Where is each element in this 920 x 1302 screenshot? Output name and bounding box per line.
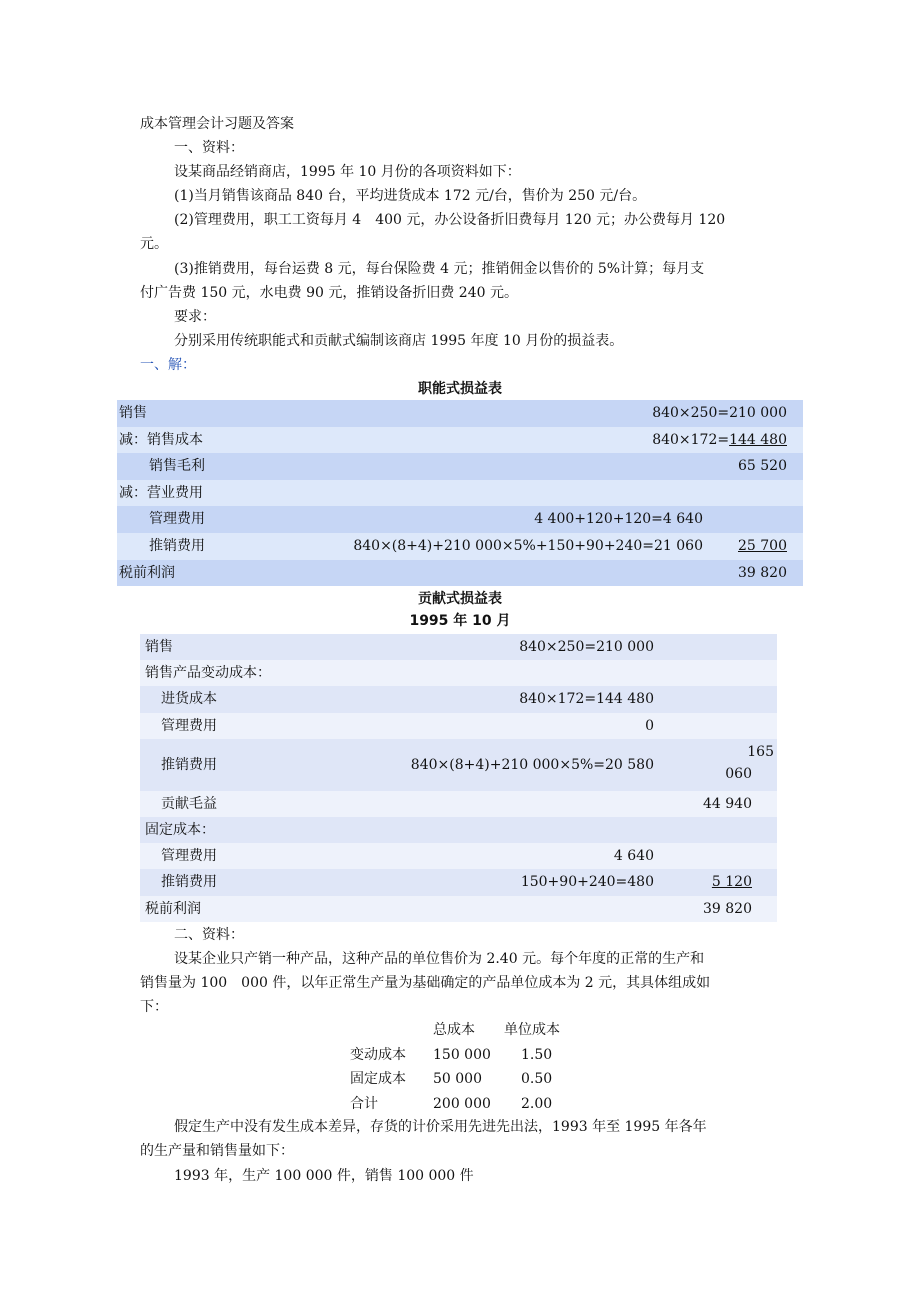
row-value: 25 700 bbox=[738, 537, 787, 554]
column-header: 总成本 bbox=[433, 1022, 475, 1038]
table-row bbox=[117, 506, 803, 533]
paragraph: 下： bbox=[140, 999, 168, 1015]
table-row bbox=[117, 400, 803, 427]
section1-heading: 一、资料： bbox=[174, 140, 244, 156]
row-label: 进货成本 bbox=[161, 691, 217, 708]
row-label: 管理费用 bbox=[149, 511, 205, 528]
value-underlined: 144 480 bbox=[729, 431, 787, 448]
row-formula: 840×172=144 480 bbox=[519, 691, 654, 708]
row-label: 销售产品变动成本： bbox=[145, 665, 271, 682]
column-header: 单位成本 bbox=[504, 1022, 560, 1038]
document-title: 成本管理会计习题及答案 bbox=[140, 116, 294, 132]
cell: 50 000 bbox=[433, 1071, 482, 1087]
row-label: 变动成本 bbox=[350, 1046, 406, 1063]
table-row bbox=[140, 817, 777, 843]
row-label: 税前利润 bbox=[145, 900, 201, 917]
row-label: 推销费用 bbox=[161, 756, 217, 773]
row-label: 管理费用 bbox=[161, 848, 217, 865]
section2-heading: 二、资料： bbox=[174, 927, 244, 943]
paragraph: (1)当月销售该商品 840 台，平均进货成本 172 元/台，售价为 250 元/台。 bbox=[174, 188, 647, 204]
row-label: 销售 bbox=[119, 405, 147, 421]
table-row bbox=[117, 453, 803, 480]
row-value: 65 520 bbox=[738, 458, 787, 475]
row-label: 固定成本 bbox=[350, 1071, 406, 1087]
row-label: 税前利润 bbox=[119, 564, 175, 581]
cell: 2.00 bbox=[521, 1095, 553, 1112]
row-label: 固定成本： bbox=[145, 821, 215, 838]
table-row bbox=[140, 713, 777, 739]
paragraph: (3)推销费用，每台运费 8 元，每台保险费 4 元；推销佣金以售价的 5%计算；每月支 bbox=[174, 261, 705, 277]
row-value bbox=[652, 427, 787, 453]
row-label: 管理费用 bbox=[161, 717, 217, 734]
row-formula: 840×250=210 000 bbox=[519, 639, 654, 655]
row-value: 5 120 bbox=[711, 874, 752, 891]
row-label: 贡献毛益 bbox=[161, 795, 217, 812]
table-row bbox=[117, 480, 803, 507]
table-row bbox=[140, 686, 777, 712]
requirement-heading: 要求： bbox=[174, 309, 216, 325]
table-row bbox=[140, 739, 777, 791]
table1-title: 职能式损益表 bbox=[418, 381, 502, 397]
table2-title: 贡献式损益表 bbox=[418, 591, 502, 607]
value-line: 060 bbox=[725, 765, 752, 782]
paragraph: 元。 bbox=[140, 236, 168, 252]
row-label: 销售 bbox=[145, 639, 173, 655]
table-row bbox=[350, 1043, 600, 1068]
paragraph: 的生产量和销售量如下： bbox=[140, 1143, 294, 1159]
row-value: 840×250=210 000 bbox=[652, 405, 787, 421]
row-formula: 150+90+240=480 bbox=[520, 874, 654, 891]
row-label: 销售毛利 bbox=[149, 458, 205, 475]
cell: 200 000 bbox=[433, 1095, 491, 1112]
row-value: 39 820 bbox=[703, 900, 752, 917]
table-row bbox=[117, 560, 803, 587]
cell: 1.50 bbox=[521, 1046, 553, 1063]
row-formula: 840×(8+4)+210 000×5%=20 580 bbox=[410, 756, 654, 773]
table-row bbox=[117, 427, 803, 454]
row-formula: 4 400+120+120=4 640 bbox=[534, 511, 703, 528]
row-value bbox=[725, 741, 774, 785]
paragraph: 付广告费 150 元，水电费 90 元，推销设备折旧费 240 元。 bbox=[140, 285, 518, 301]
functional-income-statement bbox=[117, 400, 803, 586]
paragraph: 假定生产中没有发生成本差异，存货的计价采用先进先出法，1993 年至 1995 年各年 bbox=[174, 1119, 707, 1135]
table2-subtitle: 1995 年 10 月 bbox=[409, 613, 511, 629]
paragraph: 设某商品经销商店，1995 年 10 月份的各项资料如下： bbox=[174, 164, 521, 180]
paragraph: 销售量为 100 000 件，以年正常生产量为基础确定的产品单位成本为 2 元，其具体组成如 bbox=[140, 975, 711, 991]
value-line: 165 bbox=[747, 743, 774, 760]
table-row bbox=[350, 1092, 600, 1117]
row-label: 推销费用 bbox=[161, 874, 217, 891]
row-formula: 0 bbox=[645, 717, 654, 734]
paragraph: (2)管理费用，职工工资每月 4 400 元，办公设备折旧费每月 120 元；办公费每月 120 bbox=[174, 212, 726, 228]
row-label: 减：营业费用 bbox=[119, 484, 203, 501]
answer-heading: 一、解： bbox=[140, 357, 196, 373]
table-row bbox=[140, 660, 777, 686]
row-value: 44 940 bbox=[703, 795, 752, 812]
paragraph: 分别采用传统职能式和贡献式编制该商店 1995 年度 10 月份的损益表。 bbox=[174, 333, 624, 349]
cell: 0.50 bbox=[521, 1071, 553, 1087]
table-row bbox=[140, 634, 777, 660]
row-label: 推销费用 bbox=[149, 537, 205, 554]
table-row bbox=[140, 843, 777, 869]
value-formula: 840×172= bbox=[652, 431, 730, 448]
cell: 150 000 bbox=[433, 1046, 491, 1063]
contribution-income-statement bbox=[140, 634, 777, 922]
unit-cost-table bbox=[350, 1018, 600, 1116]
table-row bbox=[140, 896, 777, 922]
table-row bbox=[140, 791, 777, 817]
paragraph: 设某企业只产销一种产品，这种产品的单位售价为 2.40 元。每个年度的正常的生产和 bbox=[174, 951, 705, 967]
row-formula: 4 640 bbox=[613, 848, 654, 865]
table-header-row bbox=[350, 1018, 600, 1043]
table-row bbox=[350, 1067, 600, 1092]
row-label: 合计 bbox=[350, 1095, 378, 1112]
table-row bbox=[140, 869, 777, 895]
row-value: 39 820 bbox=[738, 564, 787, 581]
table-row bbox=[117, 533, 803, 560]
row-label: 减：销售成本 bbox=[119, 431, 203, 448]
paragraph: 1993 年，生产 100 000 件，销售 100 000 件 bbox=[174, 1168, 474, 1184]
row-formula: 840×(8+4)+210 000×5%+150+90+240=21 060 bbox=[353, 537, 703, 554]
